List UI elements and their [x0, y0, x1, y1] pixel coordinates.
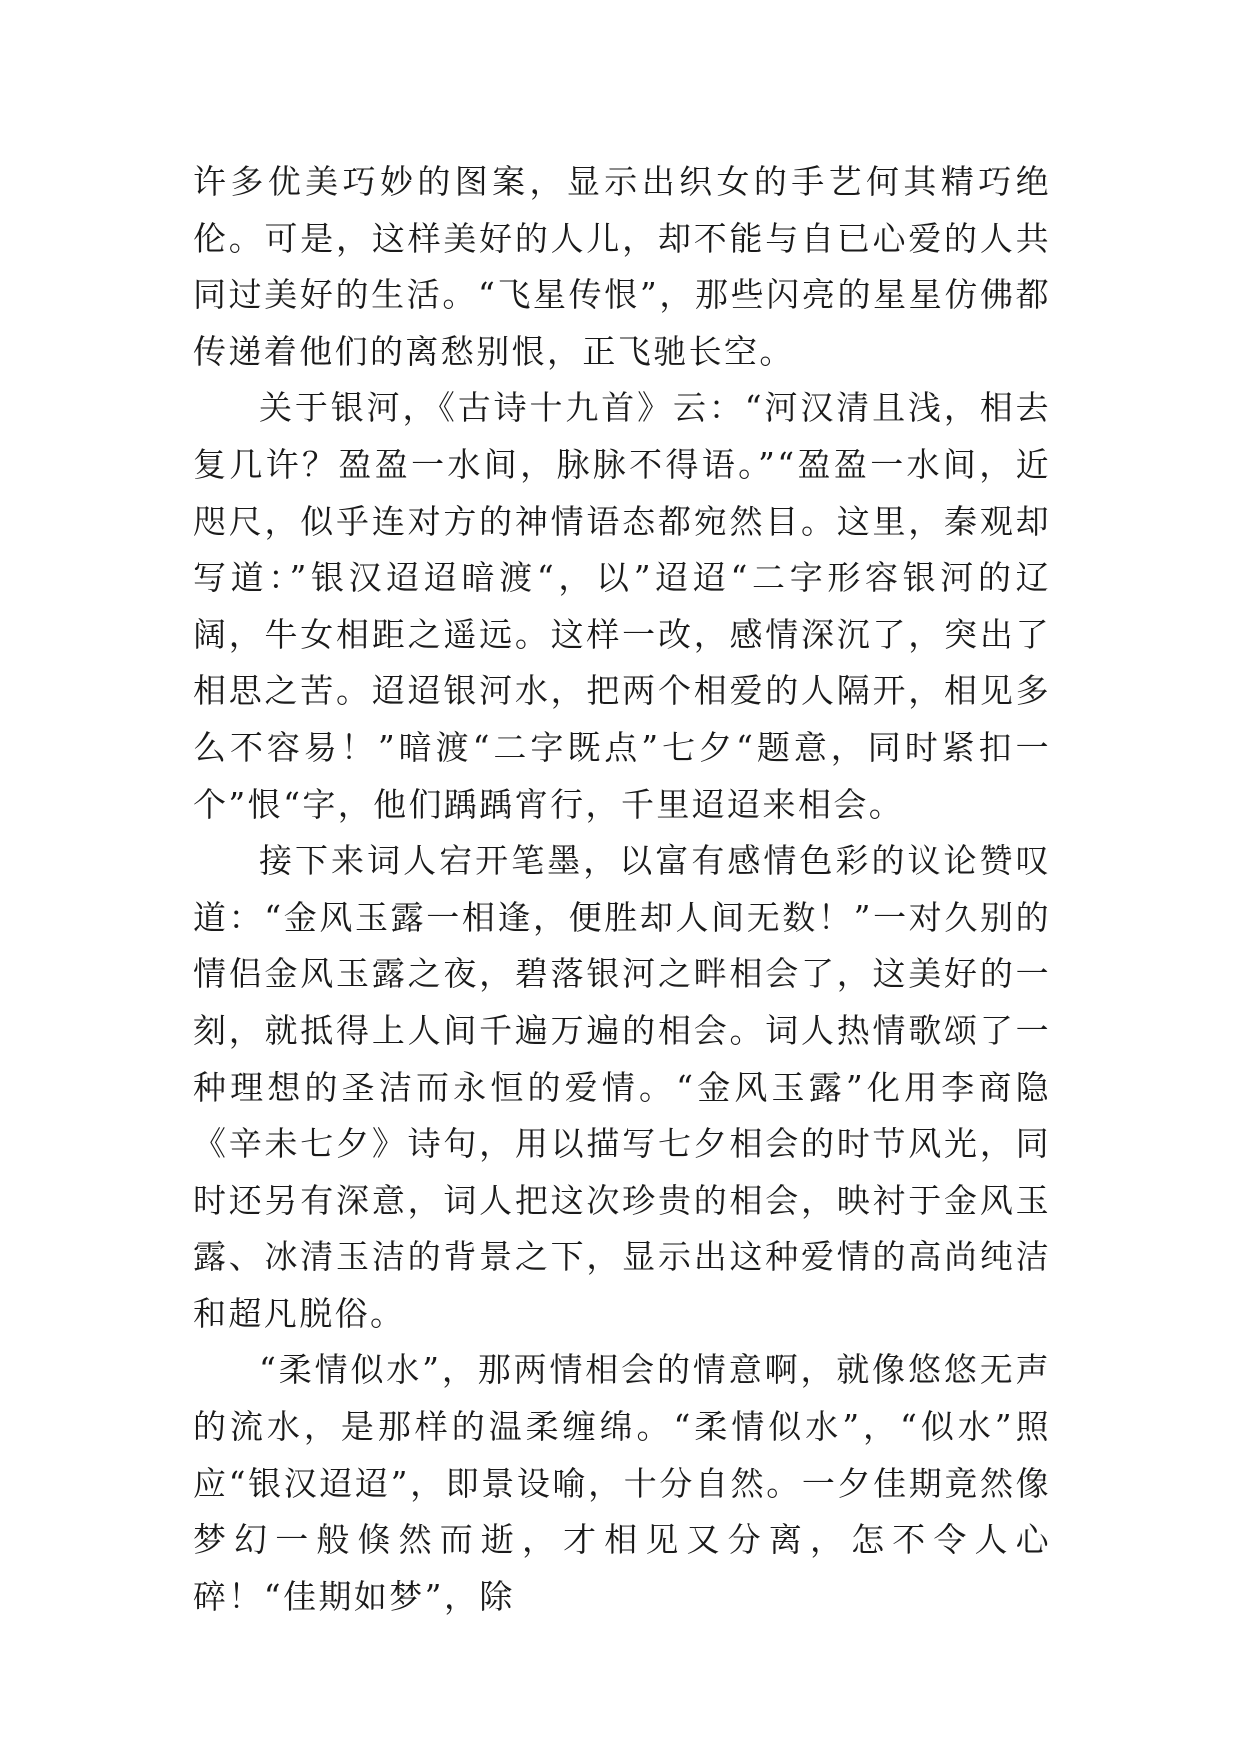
document-body	[193, 154, 1051, 1625]
paragraph-1: 许多优美巧妙的图案，显示出织女的手艺何其精巧绝伦。可是，这样美好的人儿，却不能与自已心爱的人共同过美好的生活。“飞星传恨”，那些闪亮的星星仿佛都传递着他们的离愁别恨，正飞驰长空。	[193, 162, 1051, 371]
paragraph-3: 接下来词人宕开笔墨，以富有感情色彩的议论赞叹道：“金风玉露一相逢，便胜却人间无数！”一对久别的情侣金风玉露之夜，碧落银河之畔相会了，这美好的一刻，就抵得上人间千遍万遍的相会。词人热情歌颂了一种理想的圣洁而永恒的爱情。“金风玉露”化用李商隐《辛未七夕》诗句，用以描写七夕相会的时节风光，同时还另有深意，词人把这次珍贵的相会，映衬于金风玉露、冰清玉洁的背景之下，显示出这种爱情的高尚纯洁和超凡脱俗。	[193, 841, 1051, 1333]
paragraph-4: “柔情似水”，那两情相会的情意啊，就像悠悠无声的流水，是那样的温柔缠绵。“柔情似水”，“似水”照应“银汉迢迢”，即景设喻，十分自然。一夕佳期竟然像梦幻一般倏然而逝，才相见又分离，怎不令人心碎！“佳期如梦”，除	[193, 1350, 1051, 1616]
paragraph-2: 关于银河，《古诗十九首》云：“河汉清且浅，相去复几许？盈盈一水间，脉脉不得语。”“盈盈一水间，近咫尺，似乎连对方的神情语态都宛然目。这里，秦观却写道：”银汉迢迢暗渡“，以”迢迢“二字形容银河的辽阔，牛女相距之遥远。这样一改，感情深沉了，突出了相思之苦。迢迢银河水，把两个相爱的人隔开，相见多么不容易！”暗渡“二字既点”七夕“题意，同时紧扣一个”恨“字，他们踽踽宵行，千里迢迢来相会。	[193, 388, 1051, 824]
